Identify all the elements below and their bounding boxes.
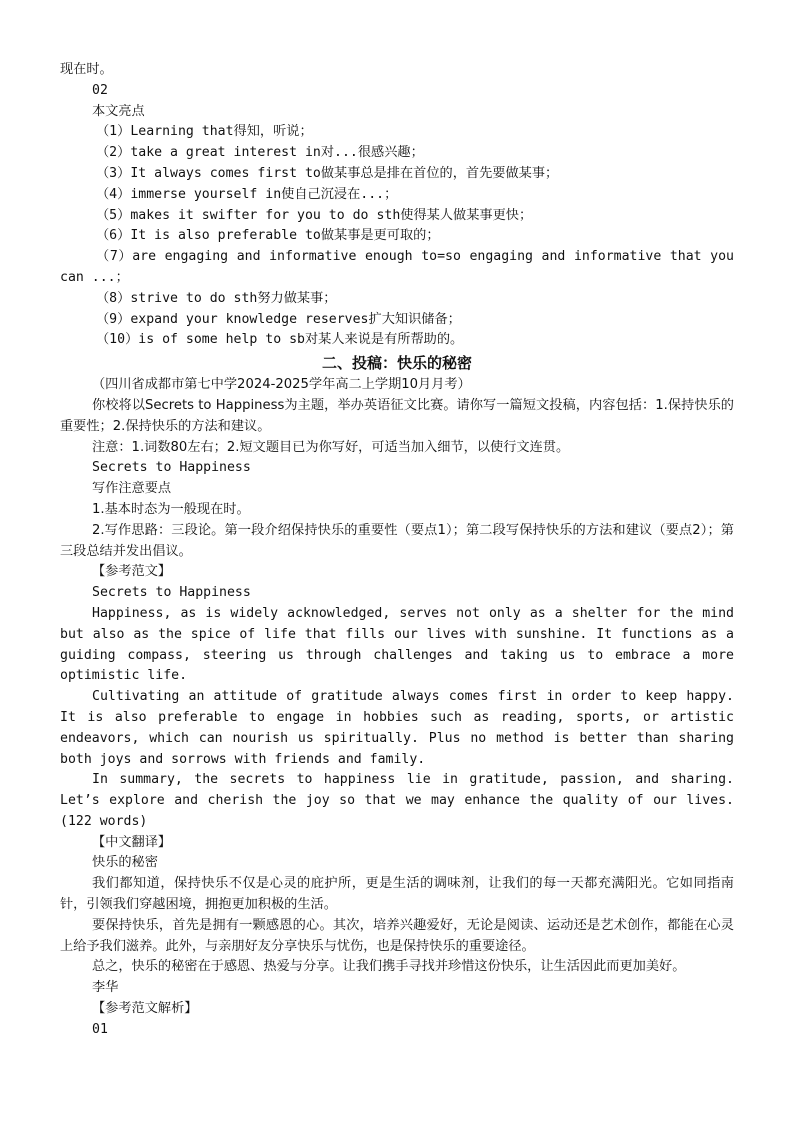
model-essay-title: Secrets to Happiness: [92, 585, 251, 601]
writing-notes: 注意：1.词数80左右；2.短文题目已为你写好，可适当加入细节，以使行文连贯。: [92, 439, 570, 455]
translation-paragraph: 我们都知道，保持快乐不仅是心灵的庇护所，更是生活的调味剂，让我们的每一天都充满阳光。它如同指南针，引领我们穿越困境，拥抱更加积极的生活。: [60, 876, 734, 913]
highlights-title: 本文亮点: [92, 103, 145, 119]
highlight-item: （3）It always comes first to做某事总是排在首位的，首先要做某事；: [96, 165, 559, 181]
highlight-item: （2）take a great interest in对...很感兴趣；: [96, 145, 424, 161]
tip-structure: 2.写作思路：三段论。第一段介绍保持快乐的重要性（要点1）；第二段写保持快乐的方法和建议（要点2）；第三段总结并发出倡议。: [60, 522, 734, 559]
essay-title-en: Secrets to Happiness: [92, 460, 251, 476]
section-heading: 二、投稿：快乐的秘密: [321, 354, 472, 373]
highlight-item: （7）are engaging and informative enough to=so engaging and informative that you can ...；: [60, 249, 734, 285]
analysis-label: 【参考范文解析】: [92, 1001, 198, 1017]
translation-title: 快乐的秘密: [92, 855, 158, 871]
highlight-item: （1）Learning that得知，听说；: [96, 124, 313, 140]
highlight-item: （4）immerse yourself in使自己沉浸在...；: [96, 186, 398, 202]
highlights-list: [60, 122, 734, 351]
translation-paragraph: 总之，快乐的秘密在于感恩、热爱与分享。让我们携手寻找并珍惜这份快乐，让生活因此而更加美好。: [92, 959, 686, 975]
document-page: [60, 60, 734, 1041]
highlight-item: （10）is of some help to sb对某人来说是有所帮助的。: [96, 332, 464, 348]
tip-tense: 1.基本时态为一般现在时。: [92, 501, 250, 517]
translation-label: 【中文翻译】: [92, 834, 172, 850]
highlight-item: （9）expand your knowledge reserves扩大知识储备；: [96, 311, 461, 327]
analysis-marker-01: 01: [92, 1021, 108, 1037]
highlight-item: （6）It is also preferable to做某事是更可取的；: [96, 228, 440, 244]
writing-prompt: 你校将以Secrets to Happiness为主题，举办英语征文比赛。请你写一篇短文投稿，内容包括：1.保持快乐的重要性；2.保持快乐的方法和建议。: [60, 397, 734, 434]
model-paragraph: In summary, the secrets to happiness lie in gratitude, passion, and sharing. Let’s explore and cherish the joy so that we may enhance the quality of our lives. (122 words): [60, 772, 734, 829]
model-paragraph: Cultivating an attitude of gratitude always comes first in order to keep happy. It is also preferable to engage in hobbies such as reading, sports, or artistic endeavors, which can nourish us spiritually. Plus no method is better than sharing both joys and sorrows with friends and family.: [60, 689, 734, 767]
model-paragraph: Happiness, as is widely acknowledged, serves not only as a shelter for the mind but also as the spice of life that fills our lives with sunshine. It functions as a guiding compass, steering us through challenges and taking us to embrace a more optimistic life.: [60, 605, 734, 684]
previous-section-tail: 现在时。: [60, 62, 113, 77]
translation-paragraph: 要保持快乐，首先是拥有一颗感恩的心。其次，培养兴趣爱好，无论是阅读、运动还是艺术创作，都能在心灵上给予我们滋养。此外，与亲朋好友分享快乐与忧伤，也是保持快乐的重要途径。: [60, 917, 734, 954]
section-marker-02: 02: [92, 82, 108, 98]
model-essay-label: 【参考范文】: [92, 564, 172, 580]
highlight-item: （5）makes it swifter for you to do sth使得某人做某事更快；: [96, 207, 533, 223]
highlight-item: （8）strive to do sth努力做某事；: [96, 290, 337, 306]
question-source: （四川省成都市第七中学2024-2025学年高二上学期10月月考）: [92, 377, 471, 393]
tips-title: 写作注意要点: [92, 481, 172, 497]
signature: 李华: [92, 980, 119, 996]
